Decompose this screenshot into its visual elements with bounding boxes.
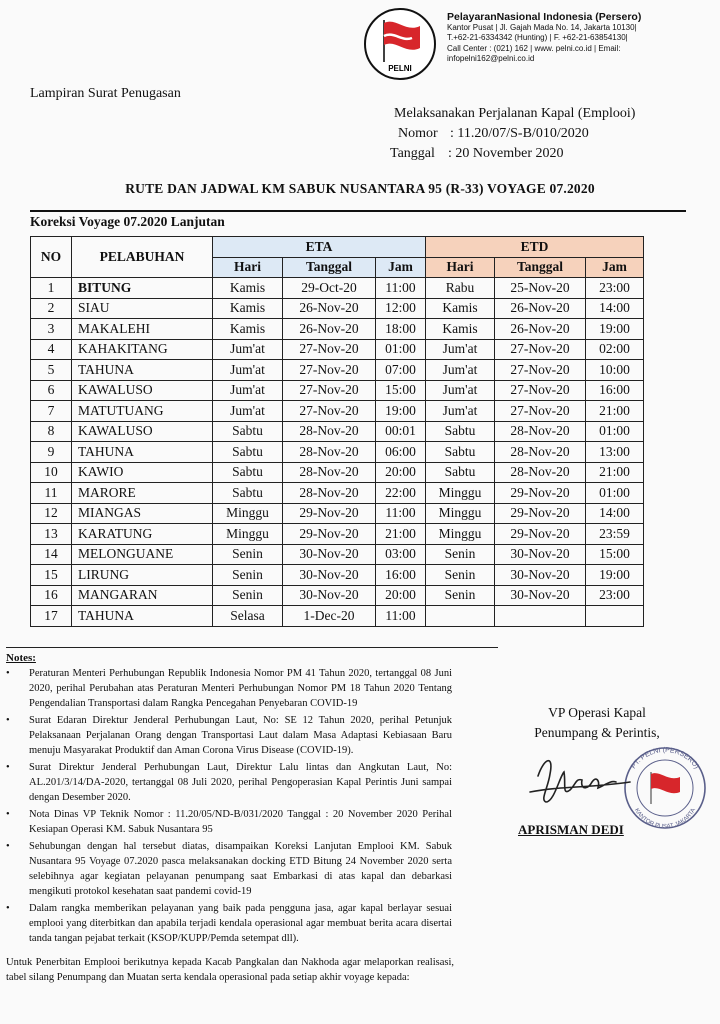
row-eta-time: 01:00 <box>376 339 426 360</box>
assignment-block <box>390 104 636 164</box>
row-eta-date: 30-Nov-20 <box>283 565 376 586</box>
bullet: • <box>6 841 10 852</box>
company-info <box>447 12 717 65</box>
row-etd-time: 01:00 <box>586 421 644 442</box>
row-eta-day: Senin <box>213 585 283 606</box>
row-no: 8 <box>31 421 72 442</box>
bullet: • <box>6 668 10 679</box>
row-no: 14 <box>31 544 72 565</box>
signature-and-stamp <box>510 736 720 830</box>
note-text: Peraturan Menteri Perhubungan Republik Indonesia Nomor PM 41 Tahun 2020, tertanggal 08 Juni 2020, perihal Perubahan atas Peraturan Menteri Perhubungan Nomor PM 18 Tahun 2020 Tentang Pengendalian Transportasi dalam Rangka Pencegahan Penyebaran COVID-19 <box>29 668 452 709</box>
row-etd-day: Kamis <box>426 298 495 319</box>
note-item <box>6 760 452 805</box>
row-eta-date: 28-Nov-20 <box>283 421 376 442</box>
row-no: 10 <box>31 462 72 483</box>
row-eta-date: 1-Dec-20 <box>283 606 376 627</box>
row-etd-day: Minggu <box>426 503 495 524</box>
header-no: NO <box>31 237 72 278</box>
note-text: Surat Direktur Jenderal Perhubungan Laut, Direktur Lalu lintas dan Angkutan Laut, No: AL.201/3/14/DA-2020, tertanggal 08 Juli 2020, perihal Pengoperasian Kapal Perintis Juni sampai dengan Desember 2020. <box>29 762 452 803</box>
row-eta-date: 29-Nov-20 <box>283 503 376 524</box>
row-etd-time: 10:00 <box>586 360 644 381</box>
row-etd-date: 27-Nov-20 <box>495 360 586 381</box>
attachment-label: Lampiran Surat Penugasan <box>30 86 181 101</box>
row-eta-date: 27-Nov-20 <box>283 360 376 381</box>
row-etd-date: 27-Nov-20 <box>495 380 586 401</box>
row-etd-date: 30-Nov-20 <box>495 544 586 565</box>
table-row <box>31 360 644 381</box>
row-no: 16 <box>31 585 72 606</box>
row-etd-time: 14:00 <box>586 503 644 524</box>
row-eta-date: 28-Nov-20 <box>283 442 376 463</box>
row-etd-date: 30-Nov-20 <box>495 565 586 586</box>
notes-list <box>6 666 452 948</box>
header-eta-day: Hari <box>213 257 283 278</box>
row-no: 5 <box>31 360 72 381</box>
stamp-text-bottom: KANTOR PUSAT JAKARTA <box>632 807 698 830</box>
row-eta-day: Jum'at <box>213 380 283 401</box>
row-eta-day: Minggu <box>213 524 283 545</box>
table-row <box>31 380 644 401</box>
row-etd-date: 28-Nov-20 <box>495 442 586 463</box>
row-etd-time: 23:00 <box>586 585 644 606</box>
bullet: • <box>6 903 10 914</box>
row-eta-date: 28-Nov-20 <box>283 483 376 504</box>
table-row <box>31 503 644 524</box>
row-etd-time: 19:00 <box>586 319 644 340</box>
header-port: PELABUHAN <box>72 237 213 278</box>
nomor-label: Nomor <box>398 126 438 141</box>
row-eta-time: 12:00 <box>376 298 426 319</box>
header-etd-day: Hari <box>426 257 495 278</box>
closing-paragraph: Untuk Penerbitan Emplooi berikutnya kepada Kacab Pangkalan dan Nakhoda agar melaporkan realisasi, tabel silang Penumpang dan Muatan serta kendala operasional pada setiap akhir voyage kepada: <box>6 957 454 983</box>
row-eta-day: Senin <box>213 544 283 565</box>
row-eta-date: 28-Nov-20 <box>283 462 376 483</box>
row-eta-day: Jum'at <box>213 401 283 422</box>
handwritten-signature-icon <box>530 761 630 802</box>
bullet: • <box>6 715 10 726</box>
table-row <box>31 421 644 442</box>
header-eta-date: Tanggal <box>283 257 376 278</box>
row-no: 6 <box>31 380 72 401</box>
row-no: 9 <box>31 442 72 463</box>
address-line: T.+62-21-6334342 (Hunting) | F. +62-21-63854130| <box>447 33 628 42</box>
row-eta-date: 26-Nov-20 <box>283 319 376 340</box>
row-eta-day: Kamis <box>213 278 283 299</box>
row-port: MATUTUANG <box>72 401 213 422</box>
row-etd-time: 16:00 <box>586 380 644 401</box>
row-etd-day: Jum'at <box>426 360 495 381</box>
row-etd-date: 29-Nov-20 <box>495 503 586 524</box>
row-etd-time: 21:00 <box>586 401 644 422</box>
row-etd-date: 26-Nov-20 <box>495 298 586 319</box>
row-eta-time: 07:00 <box>376 360 426 381</box>
row-port: KAWALUSO <box>72 380 213 401</box>
row-eta-time: 00:01 <box>376 421 426 442</box>
address-line: infopelni162@pelni.co.id <box>447 54 535 63</box>
row-eta-day: Jum'at <box>213 339 283 360</box>
note-item <box>6 666 452 711</box>
row-etd-day: Sabtu <box>426 442 495 463</box>
row-no: 7 <box>31 401 72 422</box>
row-etd-date: 28-Nov-20 <box>495 462 586 483</box>
row-eta-day: Kamis <box>213 319 283 340</box>
bullet: • <box>6 762 10 773</box>
row-eta-date: 29-Nov-20 <box>283 524 376 545</box>
row-eta-time: 11:00 <box>376 503 426 524</box>
row-eta-date: 26-Nov-20 <box>283 298 376 319</box>
address-line: Call Center : (021) 162 | www. pelni.co.id | Email: <box>447 43 621 53</box>
row-eta-time: 06:00 <box>376 442 426 463</box>
address-line: Kantor Pusat | Jl. Gajah Mada No. 14, Jakarta 10130| <box>447 22 637 32</box>
row-port: MANGARAN <box>72 585 213 606</box>
row-eta-time: 03:00 <box>376 544 426 565</box>
row-port: MAKALEHI <box>72 319 213 340</box>
assignment-purpose: Melaksanakan Perjalanan Kapal (Emplooi) <box>394 106 636 121</box>
row-port: LIRUNG <box>72 565 213 586</box>
pelni-logo <box>362 6 438 82</box>
note-text: Dalam rangka memberikan pelayanan yang baik pada pengguna jasa, agar kapal berlayar sesuai emplooi yang diterbitkan dan apabila terjadi kendala operasional agar membuat berita acara disertai tanda tangan pejabat terkait (KSOP/KUPP/Pemda setempat dll). <box>29 903 452 944</box>
row-port: BITUNG <box>72 278 213 299</box>
schedule-body <box>31 278 644 627</box>
table-row <box>31 462 644 483</box>
table-row <box>31 483 644 504</box>
row-etd-date: 26-Nov-20 <box>495 319 586 340</box>
note-item <box>6 901 452 946</box>
table-row <box>31 524 644 545</box>
header-etd-time: Jam <box>586 257 644 278</box>
table-row <box>31 339 644 360</box>
row-etd-day: Sabtu <box>426 462 495 483</box>
row-etd-date: 27-Nov-20 <box>495 339 586 360</box>
note-item <box>6 807 452 837</box>
signer-name: APRISMAN DEDI <box>518 822 624 837</box>
row-etd-date: 25-Nov-20 <box>495 278 586 299</box>
note-text: Surat Edaran Direktur Jenderal Perhubungan Laut, No: SE 12 Tahun 2020, perihal Petunjuk Pelaksanaan Perjalanan Orang dengan Transportasi Laut dalam Masa Adaptasi Kebiasaan Baru menuju Masyarakat Produktif dan Aman Corona Virus Disease (COVID-19). <box>29 715 452 756</box>
row-etd-day: Senin <box>426 544 495 565</box>
row-port: SIAU <box>72 298 213 319</box>
row-etd-time <box>586 606 644 627</box>
row-port: TAHUNA <box>72 606 213 627</box>
tanggal-value: : 20 November 2020 <box>448 146 564 161</box>
notes-divider <box>6 647 498 648</box>
row-port: KAWIO <box>72 462 213 483</box>
row-eta-date: 30-Nov-20 <box>283 585 376 606</box>
row-no: 2 <box>31 298 72 319</box>
row-no: 12 <box>31 503 72 524</box>
row-eta-time: 11:00 <box>376 278 426 299</box>
row-port: TAHUNA <box>72 442 213 463</box>
note-text: Sehubungan dengan hal tersebut diatas, disampaikan Koreksi Lanjutan Emplooi KM. Sabuk Nusantara 95 Voyage 07.2020 pasca melaksanakan docking ETD Bitung 24 November 2020 serta selebihnya agar kegiatan pelayanan penumpang saat Embarkasi di atas kapal dan debarkasi mengikuti protokol kesehatan saat pandemi covid-19 <box>29 841 452 897</box>
row-eta-time: 22:00 <box>376 483 426 504</box>
row-eta-day: Sabtu <box>213 442 283 463</box>
row-no: 4 <box>31 339 72 360</box>
table-row <box>31 401 644 422</box>
table-row <box>31 544 644 565</box>
row-eta-day: Jum'at <box>213 360 283 381</box>
row-port: MELONGUANE <box>72 544 213 565</box>
table-row <box>31 606 644 627</box>
row-port: KAHAKITANG <box>72 339 213 360</box>
company-stamp-icon <box>625 747 705 830</box>
row-eta-date: 27-Nov-20 <box>283 339 376 360</box>
row-eta-time: 16:00 <box>376 565 426 586</box>
signatory-title-line1: VP Operasi Kapal <box>548 705 646 720</box>
stamp-text-top: PT. PELNI (PERSERO) <box>630 746 700 771</box>
logo-text: PELNI <box>388 64 412 73</box>
row-no: 3 <box>31 319 72 340</box>
row-etd-time: 13:00 <box>586 442 644 463</box>
tanggal-label: Tanggal <box>390 146 435 161</box>
header-eta-time: Jam <box>376 257 426 278</box>
row-eta-day: Minggu <box>213 503 283 524</box>
header-etd: ETD <box>426 237 644 258</box>
row-eta-date: 27-Nov-20 <box>283 401 376 422</box>
table-row <box>31 585 644 606</box>
row-no: 1 <box>31 278 72 299</box>
row-etd-time: 01:00 <box>586 483 644 504</box>
row-etd-day: Senin <box>426 585 495 606</box>
row-eta-time: 21:00 <box>376 524 426 545</box>
row-eta-day: Kamis <box>213 298 283 319</box>
row-no: 11 <box>31 483 72 504</box>
row-eta-time: 15:00 <box>376 380 426 401</box>
row-eta-date: 30-Nov-20 <box>283 544 376 565</box>
row-eta-date: 29-Oct-20 <box>283 278 376 299</box>
document-subtitle: Koreksi Voyage 07.2020 Lanjutan <box>30 214 225 229</box>
row-etd-time: 21:00 <box>586 462 644 483</box>
row-etd-date <box>495 606 586 627</box>
table-row <box>31 298 644 319</box>
header-etd-date: Tanggal <box>495 257 586 278</box>
row-eta-time: 18:00 <box>376 319 426 340</box>
row-no: 13 <box>31 524 72 545</box>
row-etd-time: 19:00 <box>586 565 644 586</box>
company-name: PelayaranNasional Indonesia (Persero) <box>447 11 642 23</box>
row-etd-time: 14:00 <box>586 298 644 319</box>
row-eta-time: 20:00 <box>376 585 426 606</box>
row-etd-time: 15:00 <box>586 544 644 565</box>
row-eta-day: Sabtu <box>213 462 283 483</box>
row-etd-time: 23:00 <box>586 278 644 299</box>
row-etd-day: Jum'at <box>426 380 495 401</box>
row-eta-time: 19:00 <box>376 401 426 422</box>
document-title: RUTE DAN JADWAL KM SABUK NUSANTARA 95 (R-33) VOYAGE 07.2020 <box>125 181 595 196</box>
row-etd-day: Minggu <box>426 483 495 504</box>
row-etd-time: 02:00 <box>586 339 644 360</box>
row-port: KARATUNG <box>72 524 213 545</box>
notes-heading: Notes: <box>6 652 36 664</box>
row-etd-day: Senin <box>426 565 495 586</box>
header-eta: ETA <box>213 237 426 258</box>
row-etd-day: Jum'at <box>426 339 495 360</box>
row-etd-day: Minggu <box>426 524 495 545</box>
row-etd-date: 28-Nov-20 <box>495 421 586 442</box>
row-eta-day: Sabtu <box>213 421 283 442</box>
row-port: MIANGAS <box>72 503 213 524</box>
note-item <box>6 839 452 899</box>
row-etd-date: 27-Nov-20 <box>495 401 586 422</box>
row-no: 17 <box>31 606 72 627</box>
schedule-table <box>30 236 644 627</box>
table-row <box>31 278 644 299</box>
row-port: MARORE <box>72 483 213 504</box>
row-port: KAWALUSO <box>72 421 213 442</box>
row-eta-time: 20:00 <box>376 462 426 483</box>
row-no: 15 <box>31 565 72 586</box>
row-eta-time: 11:00 <box>376 606 426 627</box>
row-port: TAHUNA <box>72 360 213 381</box>
bullet: • <box>6 809 10 820</box>
row-eta-day: Sabtu <box>213 483 283 504</box>
row-eta-day: Senin <box>213 565 283 586</box>
row-etd-day <box>426 606 495 627</box>
note-item <box>6 713 452 758</box>
row-etd-day: Rabu <box>426 278 495 299</box>
row-eta-day: Selasa <box>213 606 283 627</box>
note-text: Nota Dinas VP Teknik Nomor : 11.20/05/ND-B/031/2020 Tanggal : 20 November 2020 Perihal Kesiapan Operasi KM. Sabuk Nusantara 95 <box>29 809 452 835</box>
row-etd-day: Jum'at <box>426 401 495 422</box>
signatory-title-line2: Penumpang & Perintis, <box>534 725 660 740</box>
row-etd-date: 29-Nov-20 <box>495 524 586 545</box>
table-row <box>31 319 644 340</box>
row-etd-date: 30-Nov-20 <box>495 585 586 606</box>
row-etd-day: Kamis <box>426 319 495 340</box>
nomor-value: : 11.20/07/S-B/010/2020 <box>450 126 589 141</box>
table-row <box>31 442 644 463</box>
table-row <box>31 565 644 586</box>
row-etd-time: 23:59 <box>586 524 644 545</box>
row-etd-day: Sabtu <box>426 421 495 442</box>
title-divider <box>30 210 686 212</box>
row-etd-date: 29-Nov-20 <box>495 483 586 504</box>
row-eta-date: 27-Nov-20 <box>283 380 376 401</box>
